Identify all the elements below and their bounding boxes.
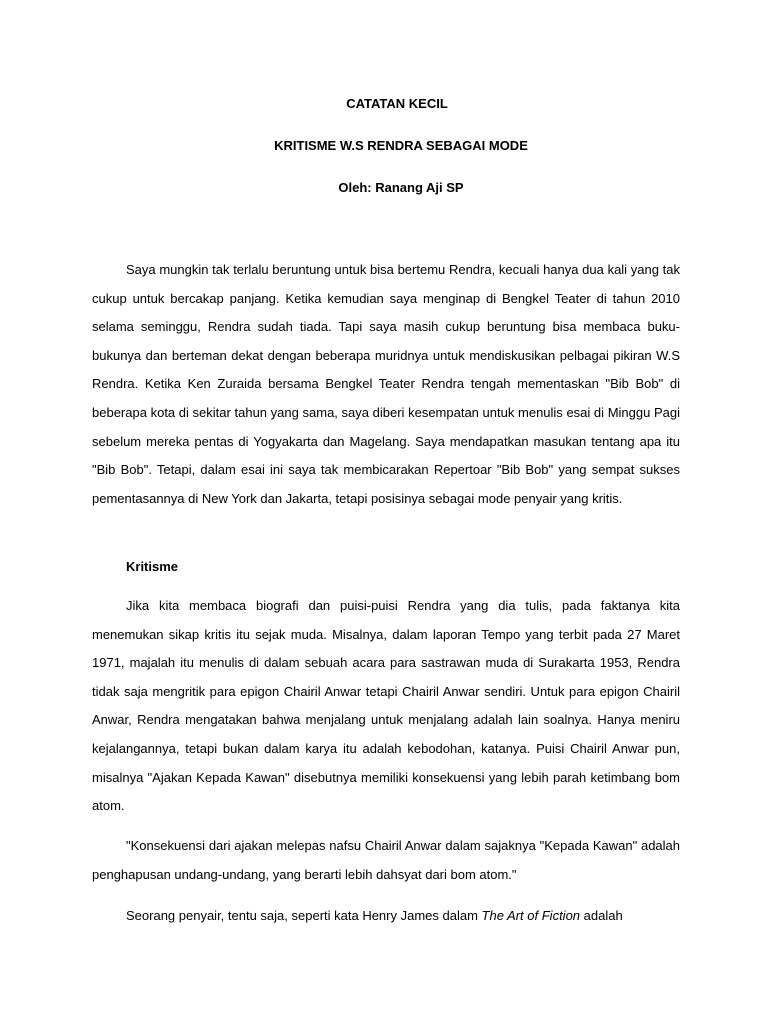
paragraph-henry-james xyxy=(92,902,680,931)
document-title: CATATAN KECIL xyxy=(346,96,448,111)
paragraph-quote xyxy=(92,832,680,889)
paragraph-text: "Konsekuensi dari ajakan melepas nafsu Chairil Anwar dalam sajaknya "Kepada Kawan" adalah penghapusan undang-undang, yang berarti lebih dahsyat dari bom atom." xyxy=(92,838,680,882)
paragraph-text-start: Seorang penyair, tentu saja, seperti kata Henry James dalam xyxy=(126,908,482,923)
section-heading: Kritisme xyxy=(126,559,179,574)
document-subtitle: KRITISME W.S RENDRA SEBAGAI MODE xyxy=(274,138,528,153)
paragraph-text-end: adalah xyxy=(580,908,623,923)
paragraph-text: Saya mungkin tak terlalu beruntung untuk bisa bertemu Rendra, kecuali hanya dua kali yang tak cukup untuk bercakap panjang. Ketika kemudian saya menginap di Bengkel Teater di tahun 2010 selama seminggu, Rendra sudah tiada. Tapi saya masih cukup beruntung bisa membaca buku-bukunya dan berteman dekat dengan beberapa muridnya untuk mendiskusikan pelbagai pikiran W.S Rendra. Ketika Ken Zuraida bersama Bengkel Teater Rendra tengah mementaskan "Bib Bob" di beberapa kota di sekitar tahun yang sama, saya diberi kesempatan untuk menulis esai di Minggu Pagi sebelum mereka pentas di Yogyakarta dan Magelang. Saya mendapatkan masukan tentang apa itu "Bib Bob". Tetapi, dalam esai ini saya tak membicarakan Repertoar "Bib Bob" yang sempat sukses pementasannya di New York dan Jakarta, tetapi posisinya sebagai mode penyair yang kritis. xyxy=(92,262,680,506)
book-title-italic: The Art of Fiction xyxy=(481,908,581,923)
paragraph-text: Jika kita membaca biografi dan puisi-puisi Rendra yang dia tulis, pada faktanya kita menemukan sikap kritis itu sejak muda. Misalnya, dalam laporan Tempo yang terbit pada 27 Maret 1971, majalah itu menulis di dalam sebuah acara para sastrawan muda di Surakarta 1953, Rendra tidak saja mengritik para epigon Chairil Anwar tetapi Chairil Anwar sendiri. Untuk para epigon Chairil Anwar, Rendra mengatakan bahwa menjalang untuk menjalang adalah lain soalnya. Hanya meniru kejalangannya, tetapi bukan dalam karya itu adalah kebodohan, katanya. Puisi Chairil Anwar pun, misalnya "Ajakan Kepada Kawan" disebutnya memiliki konsekuensi yang lebih parah ketimbang bom atom. xyxy=(92,598,680,814)
paragraph-kritisme xyxy=(92,592,680,821)
paragraph-text xyxy=(92,902,680,931)
paragraph-intro xyxy=(92,256,680,513)
document-author: Oleh: Ranang Aji SP xyxy=(338,180,464,195)
